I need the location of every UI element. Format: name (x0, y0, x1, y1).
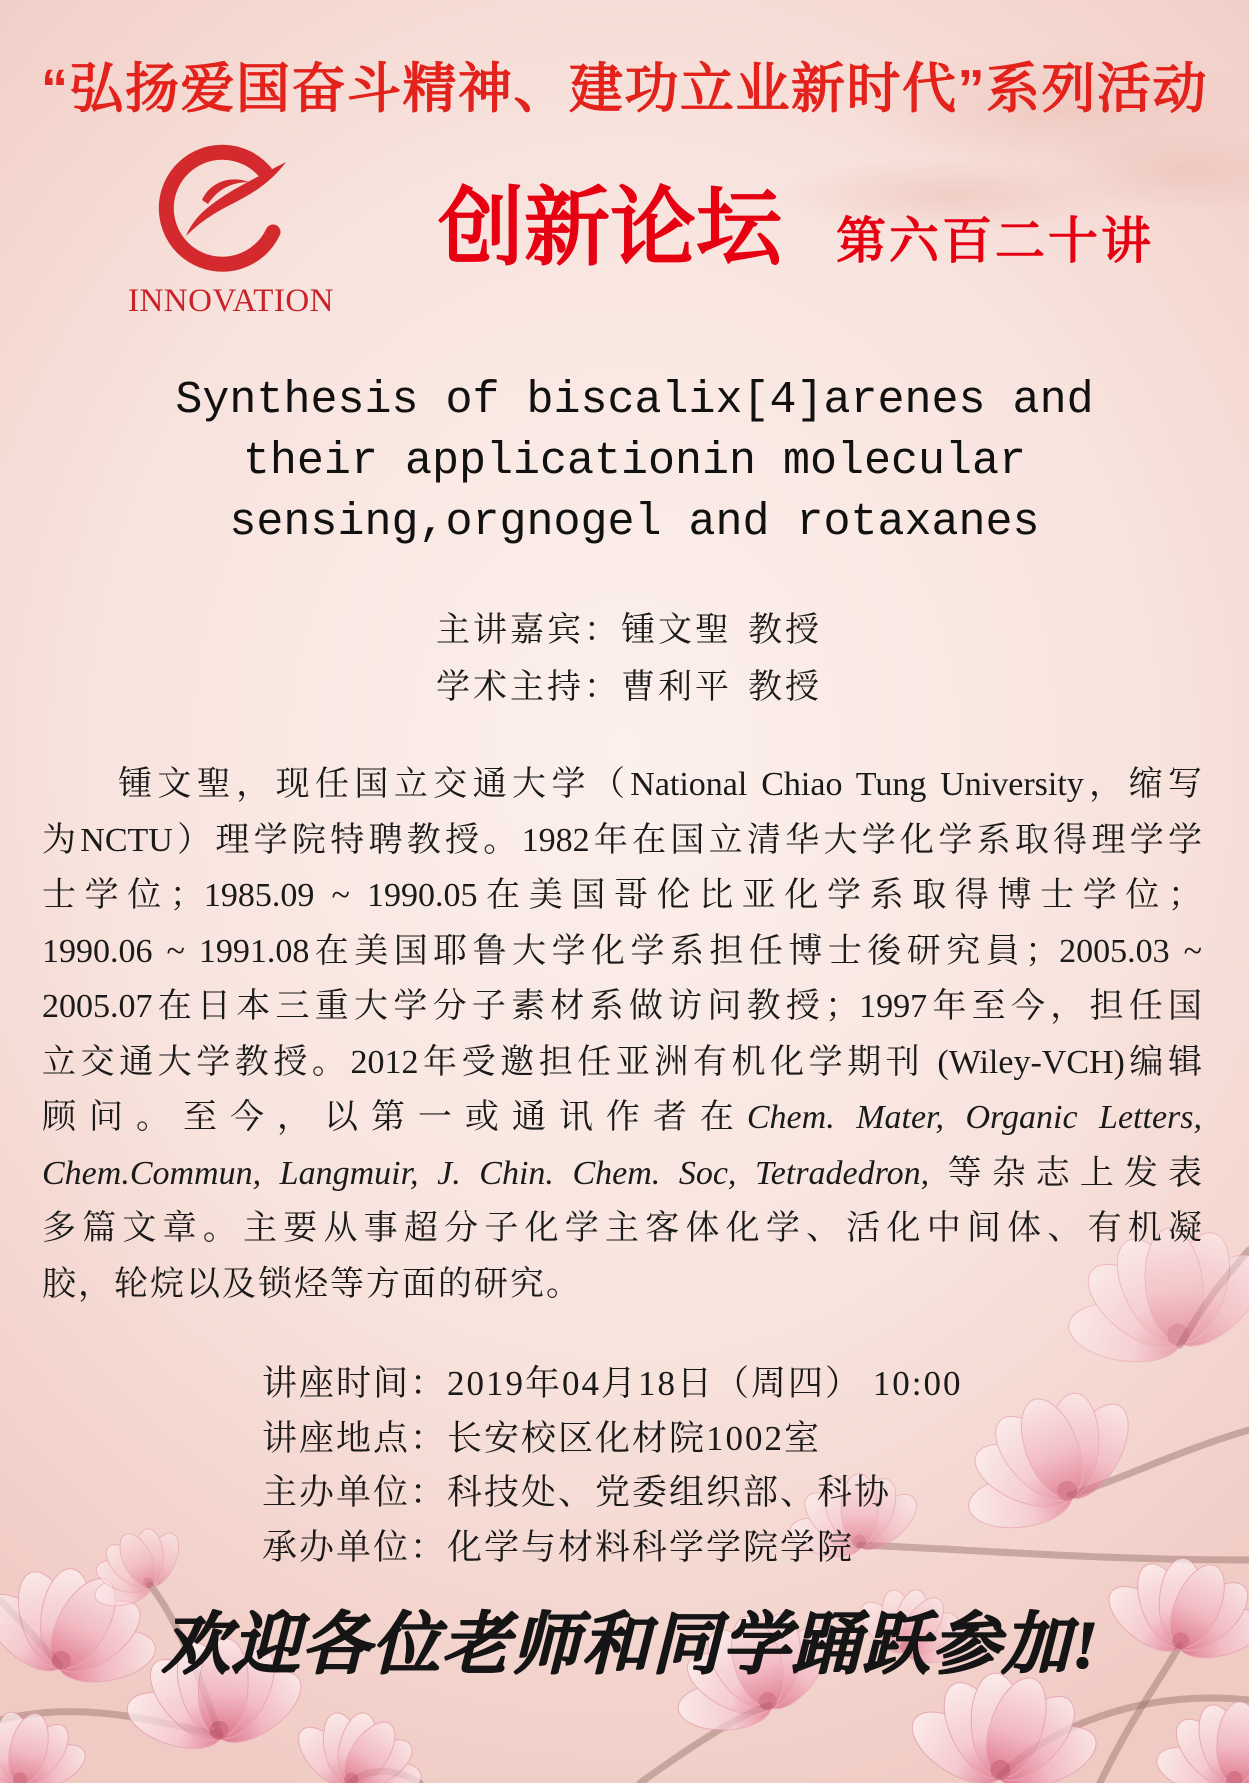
event-coorganizer (262, 1521, 963, 1576)
innovation-logo-icon (150, 140, 295, 275)
event-organizer (262, 1466, 963, 1521)
lecture-title-line: sensing,orgnogel and rotaxanes (229, 497, 1040, 548)
lecture-title-line: Synthesis of biscalix[4]arenes and (175, 375, 1094, 426)
welcome-message: 欢迎各位老师和同学踊跃参加! (161, 1606, 1100, 1682)
speaker-line (436, 602, 822, 659)
forum-name: 创新论坛 (438, 180, 782, 276)
detail-value: 科技处、党委组织部、科协 (447, 1473, 892, 1512)
detail-label: 承办单位： (262, 1527, 448, 1567)
speaker-bio (42, 757, 1202, 1312)
role-label: 主讲嘉宾： (436, 612, 621, 649)
detail-label: 主办单位： (262, 1473, 448, 1512)
journal-list: Chem. Mater, Organic Letters, (746, 1099, 1203, 1136)
bio-line: 多篇文章。主要从事超分子化学主客体化学、活化中间体、有机凝 (42, 1210, 1202, 1247)
role-label: 学术主持： (436, 669, 621, 706)
bio-line: 锺文聖，现任国立交通大学（National Chiao Tung University，缩写 (118, 766, 1202, 803)
person-name: 锺文聖 (621, 612, 732, 649)
journal-list: Chem.Commun, Langmuir, J. Chin. Chem. Soc, Tetradedron, (42, 1154, 930, 1192)
host-line (436, 659, 822, 716)
magnolia-flower (277, 1689, 443, 1783)
person-title: 教授 (748, 612, 822, 649)
person-title: 教授 (748, 669, 822, 706)
detail-label: 讲座地点： (262, 1418, 448, 1458)
people-block (436, 602, 822, 716)
detail-value: 2019年04月18日（周四） 10:00 (447, 1364, 963, 1403)
bio-text: 顾问。至今，以第一或通讯作者在 (42, 1099, 747, 1136)
bio-line: 为NCTU）理学院特聘教授。1982年在国立清华大学化学系取得理学学 (42, 821, 1202, 859)
bio-line: 立交通大学教授。2012年受邀担任亚洲有机化学期刊 (Wiley-VCH)编辑 (42, 1043, 1202, 1081)
bio-line: 士学位；1985.09 ~ 1990.05在美国哥伦比亚化学系取得博士学位； (42, 877, 1202, 914)
detail-value: 化学与材料科学学院学院 (447, 1527, 855, 1567)
series-title: “弘扬爱国奋斗精神、建功立业新时代”系列活动 (41, 59, 1208, 119)
detail-label: 讲座时间： (262, 1364, 448, 1403)
lecture-title (20, 370, 1249, 553)
event-time (262, 1357, 963, 1412)
lecture-title-line: their applicationin molecular (242, 436, 1027, 487)
bio-line: 1990.06 ~ 1991.08在美国耶鲁大学化学系担任博士後研究員；2005.03 ~ (42, 932, 1202, 970)
magnolia-flower (0, 1709, 92, 1783)
event-details (262, 1357, 963, 1575)
bio-line: 2005.07在日本三重大学分子素材系做访问教授；1997年至今，担任国 (42, 988, 1202, 1025)
logo-wordmark: INNOVATION (127, 283, 335, 319)
bio-line (42, 1090, 1202, 1146)
detail-value: 长安校区化材院1002室 (447, 1418, 822, 1458)
person-name: 曹利平 (621, 669, 732, 706)
bio-text: 等杂志上发表 (929, 1154, 1202, 1192)
bio-line: 胶，轮烷以及锁烃等方面的研究。 (42, 1265, 582, 1303)
bio-line (42, 1146, 1202, 1202)
event-venue (262, 1412, 963, 1467)
lecture-number: 第六百二十讲 (836, 213, 1154, 269)
